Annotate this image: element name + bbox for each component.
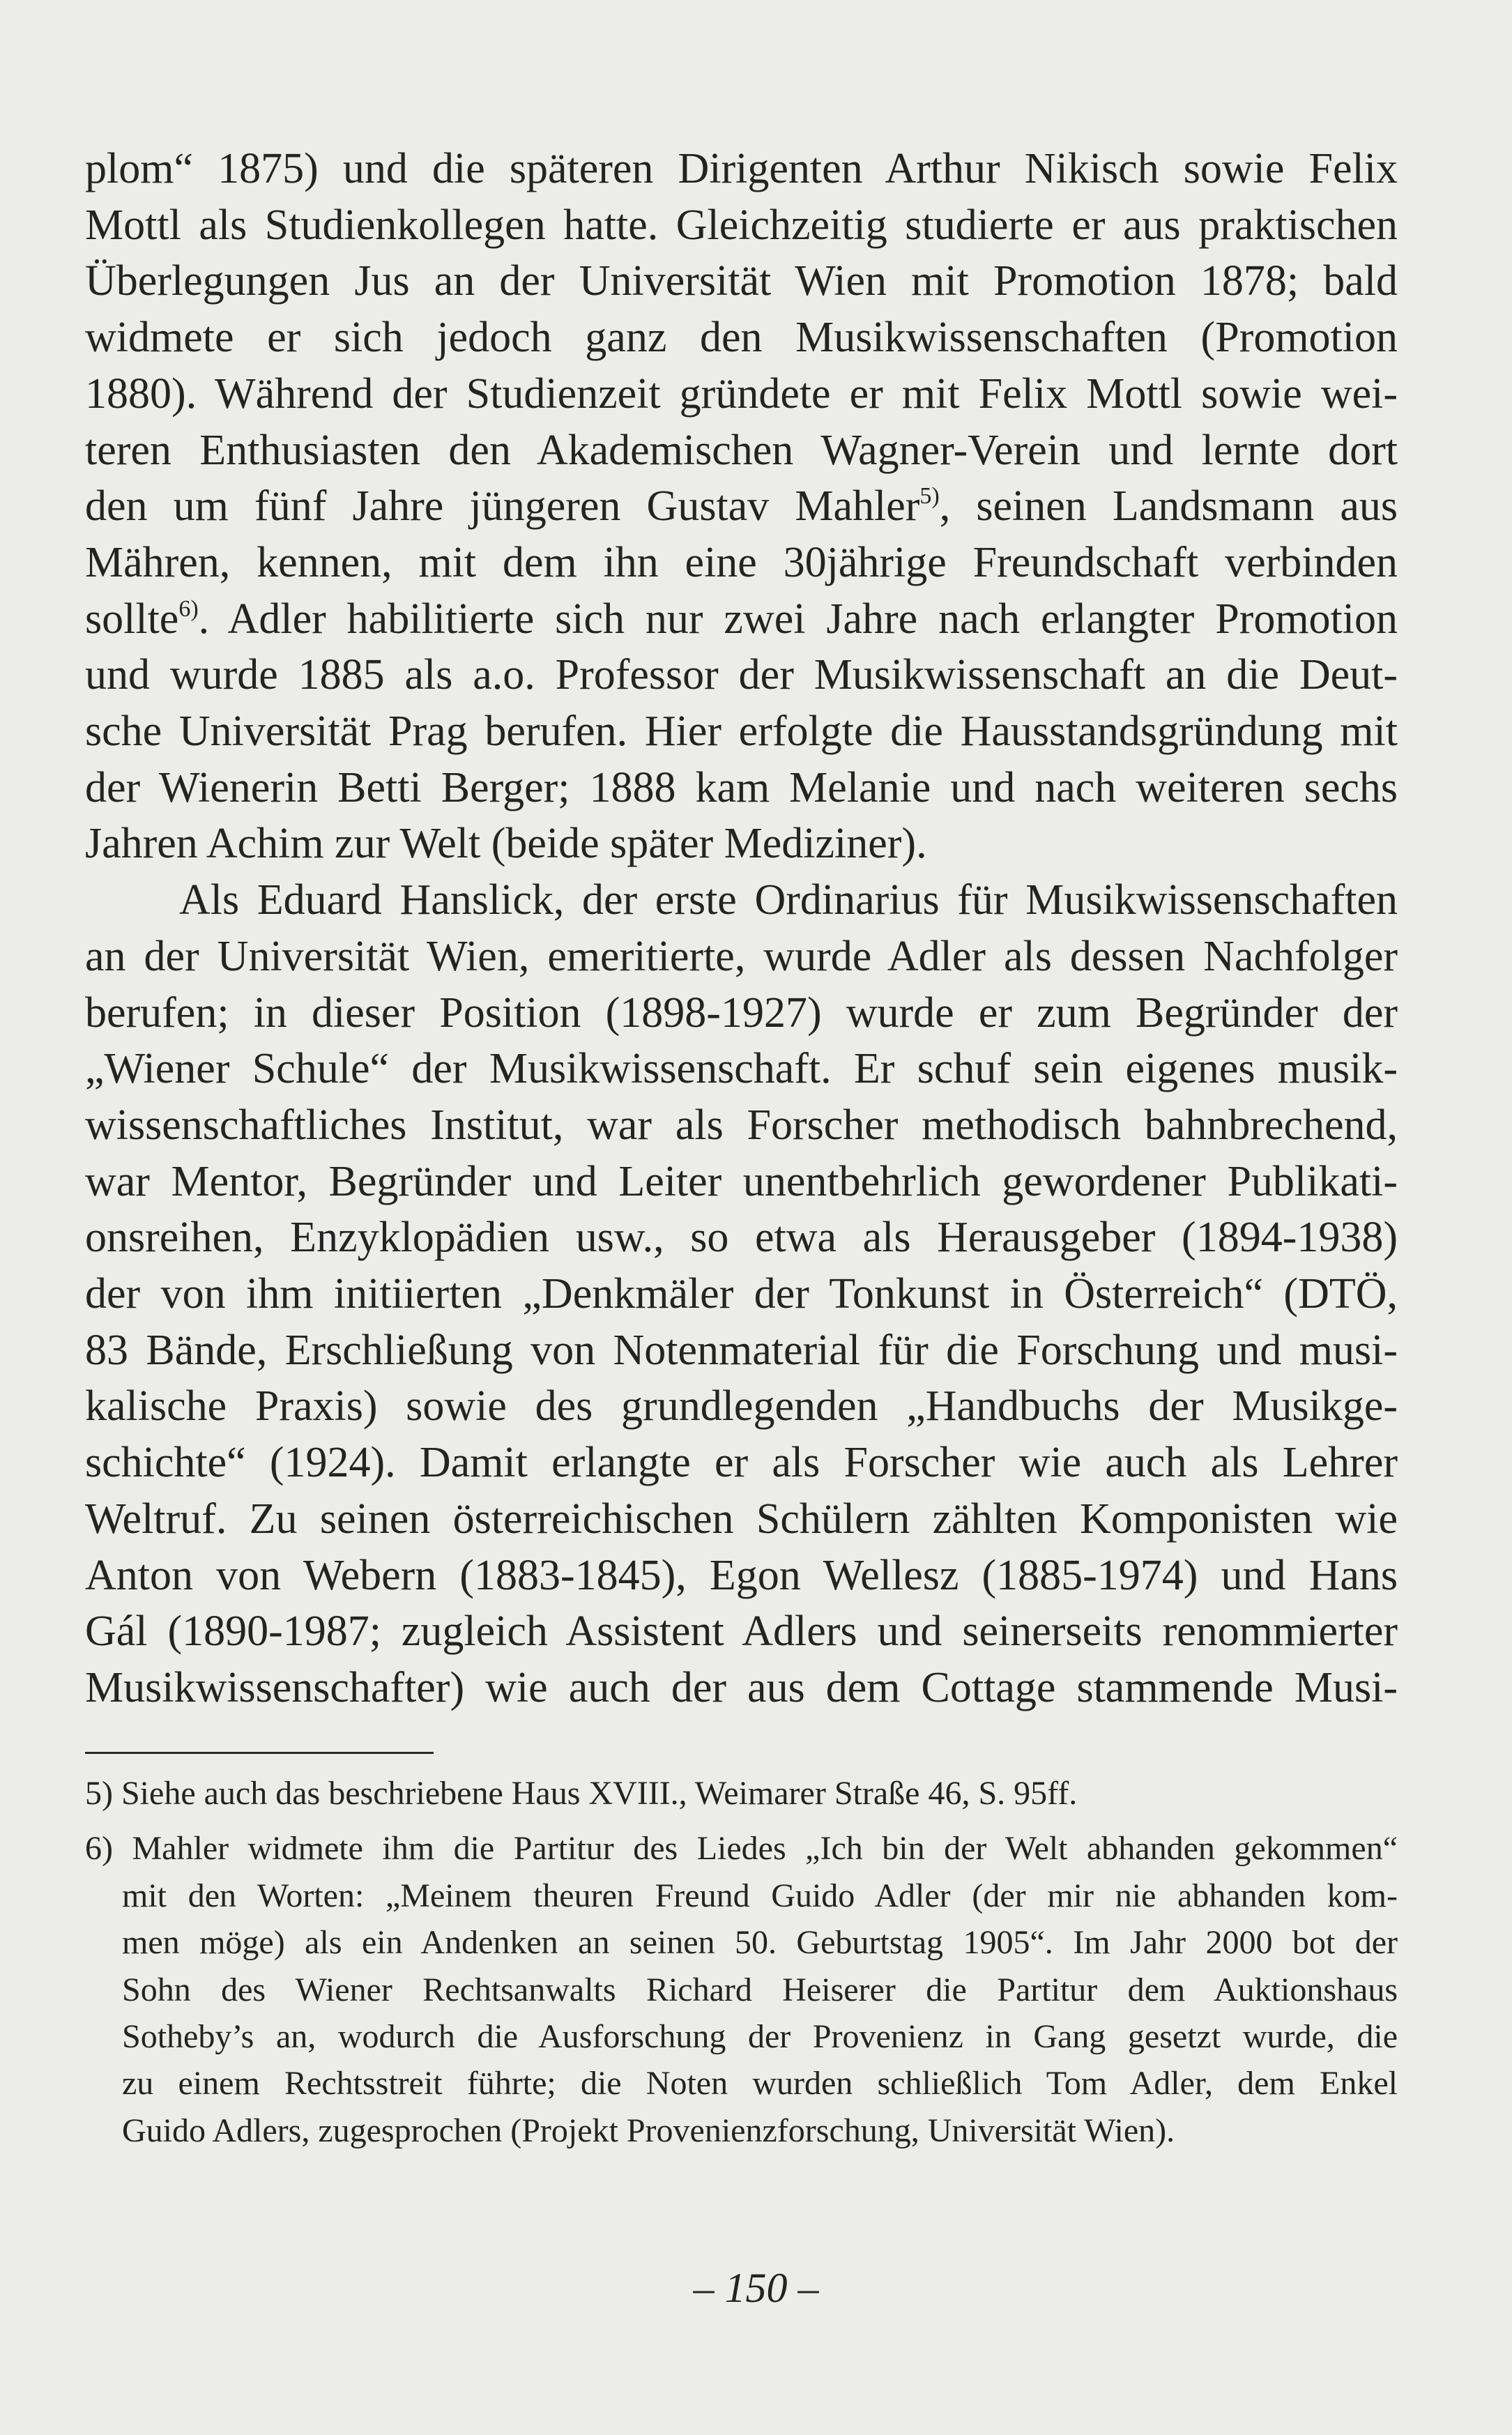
footnote-line: 6) Mahler widmete ihm die Partitur des Liedes „Ich bin der Welt abhanden gekommen“ <box>85 1830 1398 1868</box>
text-line: schichte“ (1924). Damit erlangte er als Forscher wie auch als Lehrer <box>85 1439 1398 1487</box>
footnote-6 <box>85 1825 1398 2154</box>
footnote-line: men möge) als ein Andenken an seinen 50. Geburtstag 1905“. Im Jahr 2000 bot der <box>122 1924 1398 1962</box>
text-line: „Wiener Schule“ der Musikwissenschaft. Er schuf sein eigenes musik- <box>85 1045 1398 1093</box>
page-number: – 150 – <box>693 2265 819 2311</box>
text-line: wissenschaftliches Institut, war als Forscher methodisch bahnbrechend, <box>85 1101 1398 1149</box>
footnote-line: 5) Siehe auch das beschriebene Haus XVIII., Weimarer Straße 46, S. 95ff. <box>85 1775 1078 1812</box>
text-line: Überlegungen Jus an der Universität Wien mit Promotion 1878; bald <box>85 257 1398 305</box>
main-text <box>85 141 1398 1716</box>
footnote-divider <box>85 1752 434 1754</box>
text-line: Musikwissenschafter) wie auch der aus dem Cottage stammende Musi- <box>85 1663 1398 1711</box>
text-line: Jahren Achim zur Welt (beide später Mediziner). <box>85 820 927 868</box>
text-line: plom“ 1875) und die späteren Dirigenten Arthur Nikisch sowie Felix <box>85 145 1398 192</box>
text-segment: , seinen Landsmann aus <box>939 482 1398 530</box>
text-line: sche Universität Prag berufen. Hier erfolgte die Hausstandsgründung mit <box>85 708 1398 756</box>
text-line <box>85 591 1398 648</box>
footnotes <box>85 1770 1398 2154</box>
text-line: onsreihen, Enzyklopädien usw., so etwa als Herausgeber (1894-1938) <box>85 1214 1398 1262</box>
text-line: der Wienerin Betti Berger; 1888 kam Melanie und nach weiteren sechs <box>85 763 1398 811</box>
footnote-line: zu einem Rechtsstreit führte; die Noten wurden schließlich Tom Adler, dem Enkel <box>122 2065 1398 2102</box>
text-line: Anton von Webern (1883-1845), Egon Wellesz (1885-1974) und Hans <box>85 1551 1398 1599</box>
text-line: berufen; in dieser Position (1898-1927) wurde er zum Begründer der <box>85 988 1398 1037</box>
footnote-ref-6: 6) <box>178 595 199 622</box>
text-segment: . Adler habilitierte sich nur zwei Jahre nach erlangter Promotion <box>198 595 1398 643</box>
text-line: 1880). Während der Studienzeit gründete er mit Felix Mottl sowie wei- <box>85 369 1398 418</box>
text-line: war Mentor, Begründer und Leiter unentbehrlich gewordener Publikati- <box>85 1157 1398 1205</box>
text-line: Als Eduard Hanslick, der erste Ordinarius für Musikwissenschaften <box>179 876 1398 924</box>
text-line <box>85 478 1398 535</box>
text-line: der von ihm initiierten „Denkmäler der Tonkunst in Österreich“ (DTÖ, <box>85 1270 1398 1318</box>
footnote-ref-5: 5) <box>919 483 940 510</box>
text-line: und wurde 1885 als a.o. Professor der Musikwissenschaft an die Deut- <box>85 651 1398 699</box>
footnote-line: Sotheby’s an, wodurch die Ausforschung der Provenienz in Gang gesetzt wurde, die <box>122 2018 1398 2056</box>
footnote-line: Guido Adlers, zugesprochen (Projekt Provenienzforschung, Universität Wien). <box>122 2112 1175 2149</box>
text-line: Mähren, kennen, mit dem ihn eine 30jährige Freundschaft verbinden <box>85 538 1398 586</box>
text-line: Gál (1890-1987; zugleich Assistent Adlers und seinerseits renommierter <box>85 1608 1398 1656</box>
footnote-line: mit den Worten: „Meinem theuren Freund Guido Adler (der mir nie abhanden kom- <box>122 1877 1398 1914</box>
text-line: widmete er sich jedoch ganz den Musikwissenschaften (Promotion <box>85 314 1398 362</box>
footnote-5 <box>85 1770 1398 1817</box>
text-line: kalische Praxis) sowie des grundlegenden „Handbuchs der Musikge- <box>85 1382 1398 1430</box>
text-segment: den um fünf Jahre jüngeren Gustav Mahler <box>85 482 920 530</box>
text-line: Mottl als Studienkollegen hatte. Gleichzeitig studierte er aus praktischen <box>85 201 1398 249</box>
text-line: teren Enthusiasten den Akademischen Wagner-Verein und lernte dort <box>85 426 1398 474</box>
footnote-line: Sohn des Wiener Rechtsanwalts Richard Heiserer die Partitur dem Auktionshaus <box>122 1971 1398 2008</box>
text-line: 83 Bände, Erschließung von Notenmaterial für die Forschung und musi- <box>85 1326 1398 1374</box>
text-line: Weltruf. Zu seinen österreichischen Schülern zählten Komponisten wie <box>85 1495 1398 1543</box>
text-segment: sollte <box>85 595 179 643</box>
text-line: an der Universität Wien, emeritierte, wurde Adler als dessen Nachfolger <box>85 932 1398 980</box>
